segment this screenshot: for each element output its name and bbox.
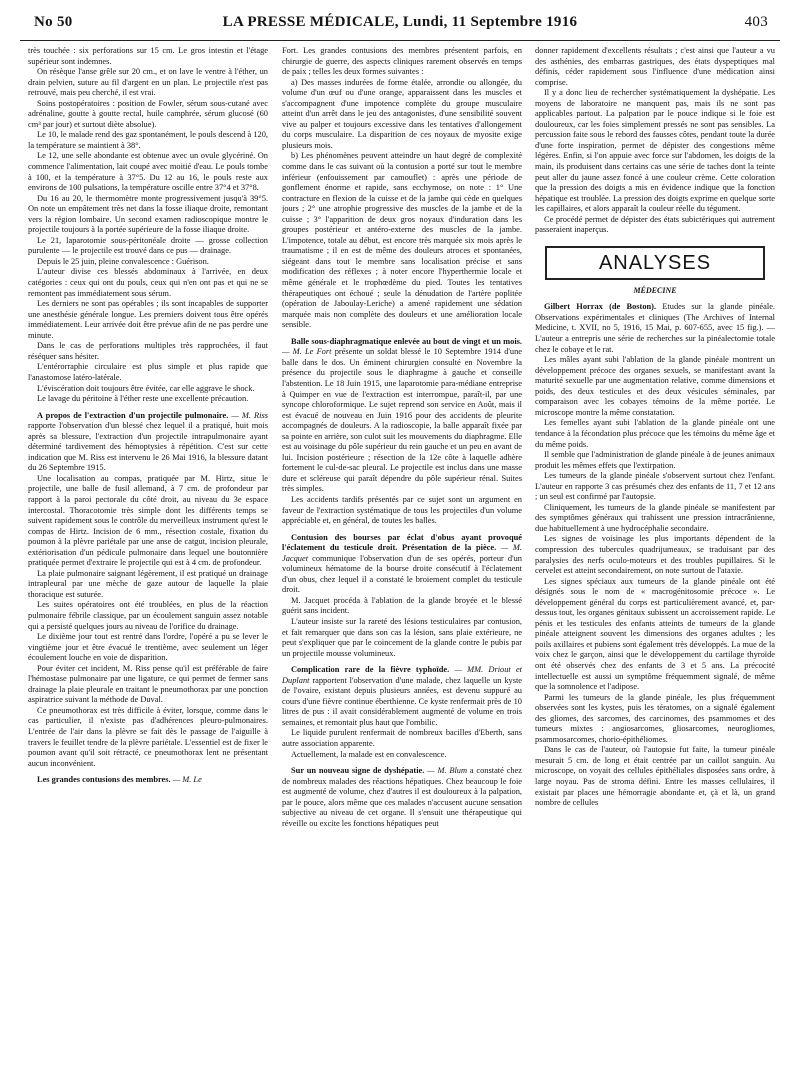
paragraph: Cliniquement, les tumeurs de la glande pinéale se manifestent par des symptômes généraux qui trahissent une pression intracrânienne, due habituellement à une hydrocéphalie secondaire. bbox=[535, 502, 775, 533]
paragraph: L'auteur insiste sur la rareté des lésions testiculaires par contusion, et fait remarquer que dans son cas la lésion, sans plaie extérieure, ne peut s'expliquer que par le coincement de la glande contre le pubis par un projectile mousse volumineux. bbox=[282, 616, 522, 658]
text-column-2 bbox=[282, 46, 522, 1076]
paragraph bbox=[28, 411, 268, 474]
paragraph: Il y a donc lieu de rechercher systématiquement la dyshépatie. Les moyens de laboratoire ne manquent pas, mais ils ne sont pas applicables partout. La palpation par le pouce indique si le foie est douloureux, car les foies simplement pressés ne sont pas sensibles. La percussion faite sous le rebord des fausses côtes, pendant toute la durée d'une forte inspiration, permet de dépister des congestions même légères. Enfin, si l'on appuie avec force sur l'abdomen, les doigts de la main, ils produisent dans certains cas une série de taches dont la teinte peut aller du jaune assez foncé à une couleur crème. Cette coloration que la pression des doigts a mis en évidence indique que la fonction hépatique est troublée. La pression des doigts exprime en quelque sorte les capillaires, et alors apparaît la couleur réelle du tégument. bbox=[535, 88, 775, 214]
paragraph: b) Les phénomènes peuvent atteindre un haut degré de complexité comme dans le cas suivant où la contusion a porté sur tout le membre inférieur (enfouissement par camouflet) : après une période de gonflement énorme et rapide, sans ecchymose, on note : 1° Une contracture en flexion de la cuisse et de la jambe qui cède en quelques jours ; 2° une atrophie progressive des muscles de la jambe et de la cuisse ; 3° l'apparition de deux gros noyaux d'induration dans les groupes postérieur et antéro-externe des muscles de la jambe. L'impotence, totale au début, est encore très marquée six mois après le traumatisme ; il en est de même des douleurs atroces et spontanées, siégeant dans tout le membre sans localisation précise et sans modification des réflexes ; à noter encore l'hyperthermie locale et même générale et le trophœdème du pied. Toutes les tentatives thérapeutiques ont échoué ; seule la dénudation de l'artère poplitée (opération de Jaboulay-Leriche) a amené rapidement une sédation marquée mais non complète des douleurs et une amélioration locale sensible. bbox=[282, 151, 522, 330]
paragraph: Les suites opératoires ont été troublées, en plus de la réaction pulmonaire fébrile classique, par un écoulement sanguin assez notable qui a persisté quelques jours au niveau de l'orifice du drainage. bbox=[28, 600, 268, 631]
paragraph: Le dixième jour tout est rentré dans l'ordre, l'opéré a pu se lever le vingtième jour et être évacué le trentième, avec seulement un léger écoulement louche en voie de disparition. bbox=[28, 632, 268, 663]
paragraph: Fort. Les grandes contusions des membres présentent parfois, en chirurgie de guerre, des aspects cliniques rarement observés en temps de paix ; telles les deux formes suivantes : bbox=[282, 46, 522, 77]
article-text: Etudes sur la glande pinéale. Observations expérimentales et cliniques (The Archives of Internal Medicine, t. XVII, no 5, 1916, 15 Mai, p. 607-655, avec 15 fig.). — L'auteur a entrepris une série de recherches sur la pinéalectomie totale chez le cobaye et le rat. bbox=[535, 302, 775, 354]
paragraph: Le liquide purulent renfermait de nombreux bacilles d'Eberth, sans autre association apparente. bbox=[282, 728, 522, 748]
article-text: rapportent l'observation d'une malade, chez laquelle un kyste de l'ovaire, existant depuis plusieurs années, est devenu suppuré au cours d'une fièvre continue éberthienne. Ce kyste renfermait près de 10 litres de pus : il avait considérablement augmenté de volume en trois semaines, et remontait plus haut que l'ombilic. bbox=[282, 675, 522, 727]
paragraph: Les derniers ne sont pas opérables ; ils sont incapables de supporter une anesthésie générale longue. Les premiers doivent tous être opérés immédiatement. Leur arrivée doit être prévue afin de ne pas perdre une minute. bbox=[28, 299, 268, 340]
paragraph: Il semble que l'administration de glande pinéale à de jeunes animaux produit les mêmes effets que l'extirpation. bbox=[535, 450, 775, 470]
text-column-1 bbox=[28, 46, 268, 1076]
paragraph: Le 21, laparotomie sous-péritonéale droite — grosse collection purulente — le projectile est trouvé dans ce pus — drainage. bbox=[28, 235, 268, 256]
article-author: — M. Jacquet bbox=[282, 543, 522, 563]
paragraph: Les mâles ayant subi l'ablation de la glande pinéale montrent un développement précoce des organes sexuels, se manifestant avant la maturité sexuelle par une augmentation relative, comme dimensions et poids, des deux testicules et des deux vésicules séminales, par comparaison avec les cobayes témoins de la même portée. Le microscope montre la même constatation. bbox=[535, 355, 775, 417]
paragraph: donner rapidement d'excellents résultats ; c'est ainsi que l'auteur a vu des asthénies, des embarras gastriques, des états dyspeptiques mal définis, céder rapidement sous l'influence d'une médication ainsi comprise. bbox=[535, 46, 775, 87]
paragraph: Soins postopératoires : position de Fowler, sérum sous-cutané avec adrénaline, goutte à goutte rectal, huile camphrée, sérum glucosé (60 cm³ par jour) et surtout diète absolue). bbox=[28, 98, 268, 129]
issue-number: No 50 bbox=[34, 14, 73, 30]
page-number: 403 bbox=[744, 14, 768, 30]
paragraph: Le 10, le malade rend des gaz spontanément, le pouls descend à 120, la température se maintient à 38°. bbox=[28, 130, 268, 150]
paragraph: L'entérorraphie circulaire est plus simple et plus rapide que l'anastomose latéro-latérale. bbox=[28, 362, 268, 382]
paragraph: M. Jacquet procéda à l'ablation de la glande broyée et le blessé guérit sans incident. bbox=[282, 595, 522, 616]
article-author: — M. Blum bbox=[427, 766, 470, 776]
journal-title: LA PRESSE MÉDICALE, Lundi, 11 Septembre 1916 bbox=[222, 14, 578, 30]
paragraph bbox=[282, 766, 522, 829]
paragraph: L'éviscération doit toujours être évitée, car elle aggrave le shock. bbox=[37, 383, 255, 393]
paragraph: Les tumeurs de la glande pinéale s'observent surtout chez l'enfant. L'auteur en rapporte 3 cas présumés chez des enfants de 11, 7 et 12 ans ; un seul est confirmé par l'autopsie. bbox=[535, 471, 775, 502]
article-heading: Les grandes contusions des membres. bbox=[37, 775, 173, 785]
page-header bbox=[20, 14, 780, 36]
paragraph: Les signes de voisinage les plus importants dépendent de la compression des tubercules quadrijumeaux, se traduisant par des paralysies des nerfs oculo-moteurs et des troubles pupillaires. Si le cervelet est atteint secondairement, on note surtout de l'ataxie. bbox=[535, 534, 775, 576]
paragraph: On résèque l'anse grêle sur 20 cm., et on lave le ventre à l'éther, un drain pelvien, suture au fil d'argent en un plan. Le projectile n'est pas retrouvé, mais peu cherché, il est vrai. bbox=[28, 67, 268, 98]
article-text: rapporte l'observation d'un blessé chez lequel il a pratiqué, huit mois après sa blessure, l'extraction d'un projectile intrapulmonaire ayant déterminé tardivement des hémoptysies à répétition. C'est sur cette indication que M. Riss est intervenu le 26 Mai 1916, la blessure datant du 26 Septembre 1915. bbox=[28, 421, 268, 473]
paragraph: Depuis le 25 juin, pleine convalescence : Guérison. bbox=[37, 256, 209, 266]
paragraph: a) Des masses indurées de forme étalée, arrondie ou allongée, du volume d'un œuf ou d'une orange, apparaissent dans les muscles et s'accompagnent d'une impotence complète du groupe musculaire atteint d'un arrêt dans le jeu des antagonistes, d'une sensibilité souvent vive au palper et toujours excessive dans les tentatives d'allongement du corps musculaire. La disparition de ces noyaux de myosite exige plusieurs mois. bbox=[282, 77, 522, 150]
article-text: communique l'observation d'un de ses opérés, porteur d'un volumineux hématome de la bourse droite consécutif à l'éclatement d'un obus, chez lequel il a constaté le broiement complet du testicule droit. bbox=[282, 553, 522, 595]
article-heading: Sur un nouveau signe de dyshépatie. bbox=[291, 766, 428, 776]
paragraph: Les accidents tardifs présentés par ce sujet sont un argument en faveur de l'extraction systématique de tous les projectiles d'un volume appréciable et, en général, de toutes les balles. bbox=[282, 494, 522, 526]
article-heading: A propos de l'extraction d'un projectile pulmonaire. bbox=[37, 410, 232, 420]
paragraph: Le lavage du péritoine à l'éther reste une excellente précaution. bbox=[37, 394, 249, 404]
paragraph bbox=[535, 302, 775, 355]
paragraph: L'auteur divise ces blessés abdominaux à l'arrivée, en deux catégories : ceux qui ont du pouls, ceux qui n'en ont pas et qui ne se remontent pas immédiatement sous sérum. bbox=[28, 267, 268, 298]
text-column-3 bbox=[535, 46, 775, 1076]
paragraph: très touchée : six perforations sur 15 cm. Le gros intestin et l'étage supérieur sont indemnes. bbox=[28, 46, 268, 66]
paragraph: Ce pneumothorax est très difficile à éviter, lorsque, comme dans le cas particulier, il n'existe pas d'adhérences pleuro-pulmonaires. L'entrée de l'air dans la plèvre se fait dès le passage de l'aiguille à travers le feuillet tendre de la plèvre pariétale. L'essentiel est de fixer le poumon avant qu'il soit rétracté, ce pneumothorax lent ne présentant aucun inconvénient. bbox=[28, 705, 268, 768]
article-author: — M. Le bbox=[172, 775, 202, 785]
article-heading: Contusion des bourses par éclat d'obus ayant provoqué l'éclatement du testicule droit. Présentation de la pièce. bbox=[282, 532, 522, 553]
article-author: — MM. Driout et Duplant bbox=[282, 665, 522, 685]
section-subheading: MÉDECINE bbox=[633, 285, 677, 295]
section-heading-analyses: ANALYSES bbox=[545, 246, 765, 280]
article-heading: Balle sous-diaphragmatique enlevée au bout de vingt et un mois. bbox=[291, 336, 522, 346]
paragraph bbox=[28, 775, 268, 786]
header-rule bbox=[20, 40, 780, 41]
paragraph: Une localisation au compas, pratiquée par M. Hirtz, situe le projectile, une balle de fusil allemand, à 7 cm. de profondeur par rapport à la paroi pectorale du côté droit, au niveau du 3e espace intercostal. Thoracotomie très simple dont les différents temps se suivent rapidement sous le contrôle du merveilleux instrument qu'est le compas de Hirtz. Incision de 6 mm., résection costale, fixation du poumon à la plèvre pariétale par une anse de catgut, incision pleurale, extériorisation d'un pédicule pulmonaire dans lequel une boutonnière pratiquée permet d'extraire le projectile qui est à 4 cm. de profondeur. bbox=[28, 473, 268, 568]
paragraph: Pour éviter cet incident, M. Riss pense qu'il est préférable de faire l'hémostase pulmonaire par une ligature, ce qui permet de fermer sans drainage la plaie pleurale en traitant le pneumothorax par une ponction aspiratrice suivant la méthode de Duval. bbox=[28, 663, 268, 705]
paragraph bbox=[282, 665, 522, 728]
paragraph: Ce procédé permet de dépister des états subictériques qui autrement passeraient inaperçus. bbox=[535, 214, 775, 235]
article-text: présente un soldat blessé le 10 Septembre 1914 d'une balle dans le dos. Un éminent chirurgien consulté en Novembre la présence du projectile sous le diaphragme à gauche et conseille l'abstention. Le 18 Juin 1915, une laparotomie para-médiane entreprise à Quimper en vue de l'extraction est interrompue, paraît-il, par une syncope chloroformique. Le sujet reprend son service en Août, mais il est évacué de nouveau en Juin 1916 pour des accidents de pleurite accompagnés de douleurs. A la radioscopie, la balle apparaît fixée par sa pointe en arrière, son culot suit les mouvements du diaphragme. Elle est au voisinage du pôle supérieur du rein gauche et un peu en avant de lui. Incision postérieure ; résection de la 12e côte à laquelle adhère fortement le cul-de-sac pleural. Le projectile est inclus dans une masse dure et scléreuse qui paraît dépendre du pôle supérieur rénal. Suites très simples. bbox=[282, 347, 522, 494]
paragraph: Le 12, une selle abondante est obtenue avec un ovule glycériné. On commence l'alimentation, lait coupé avec moitié d'eau. Le pouls tombe à 100, et la température à 37°5. Du 12 au 16, le pouls reste aux environs de 100 pulsations, la température oscille entre 37°4 et 37°8. bbox=[28, 151, 268, 193]
article-heading: Complication rare de la fièvre typhoïde. bbox=[291, 665, 455, 675]
paragraph bbox=[282, 533, 522, 596]
paragraph: Les femelles ayant subi l'ablation de la glande pinéale ont une tendance à la fécondation plus précoce que les témoins du même âge et du même poids. bbox=[535, 418, 775, 449]
paragraph: Actuellement, la malade est en convalescence. bbox=[291, 749, 447, 759]
article-author: — M. Le Fort bbox=[282, 347, 335, 357]
paragraph: Dans le cas de l'auteur, où l'autopsie fut faite, la tumeur pinéale mesurait 5 cm. de long et était centrée par un caillot sanguin. Au microscope, on voyait des cellules épithéliales disposées sans ordre, à large noyau. Pas de stroma défini. Entre les masses cellulaires, il existait par places une hémorragie abondante et, çà et là, un grand nombre de cellules bbox=[535, 745, 775, 808]
paragraph bbox=[282, 337, 522, 495]
paragraph: Parmi les tumeurs de la glande pinéale, les plus fréquemment observées sont les kystes, puis les tératomes, on a signalé également des gliomes, des sarcomes, des carcinomes, des psammomes et des tumeurs mixtes : angiosarcomes, gliosarcomes, neurogliomes, psammosarcomes, chorio-épithéliomes. bbox=[535, 692, 775, 744]
paragraph: La plaie pulmonaire saignant légèrement, il est pratiqué un drainage intrapleural par une mèche de gaze autour de laquelle la plaie thoracique est suturée. bbox=[28, 568, 268, 599]
paragraph: Les signes spéciaux aux tumeurs de la glande pinéale ont été désignés sous le nom de « macrogénitosomie précoce ». Le développement général du corps est particulièrement avancé, et, par-dessus tout, les organes génitaux subissent un accroissement rapide. Le pénis et les testicules des enfants atteints de tumeurs de la glande pinéale atteignent souvent les dimensions des organes adultes ; les poils axillaires et pubiens sont également très développés. La mue de la voix chez le garçon, ainsi que le développement du cartilage thyroïde ont été observés chez des enfants de 3 et 5 ans. La précocité intellectuelle est aussi un symptôme fréquemment signalé, de même que la somnolence et l'adipose. bbox=[535, 576, 775, 692]
article-heading: Gilbert Horrax (de Boston). bbox=[544, 302, 663, 312]
paragraph: Dans le cas de perforations multiples très rapprochées, il faut réséquer sans hésiter. bbox=[28, 341, 268, 361]
article-text: a constaté chez de nombreux malades des réactions hépatiques. Chez beaucoup le foie est augmenté de volume, chez d'autres il est douloureux à la palpation, par le pouce, alors même que ces malades n'accusent aucune sensation subjective au niveau de cet organe. Il s'ensuit une thérapeutique qui réveille ou excite les fonctions hépatiques peut bbox=[282, 766, 522, 828]
paragraph: Du 16 au 20, le thermomètre monte progressivement jusqu'à 39°5. On note un empâtement très net dans la fosse iliaque droite, remontant vers la région lombaire. Un second examen radioscopique montre le projectile toujours à la portée supérieure de la fosse iliaque droite. bbox=[28, 193, 268, 235]
article-author: — M. Riss bbox=[231, 410, 268, 420]
